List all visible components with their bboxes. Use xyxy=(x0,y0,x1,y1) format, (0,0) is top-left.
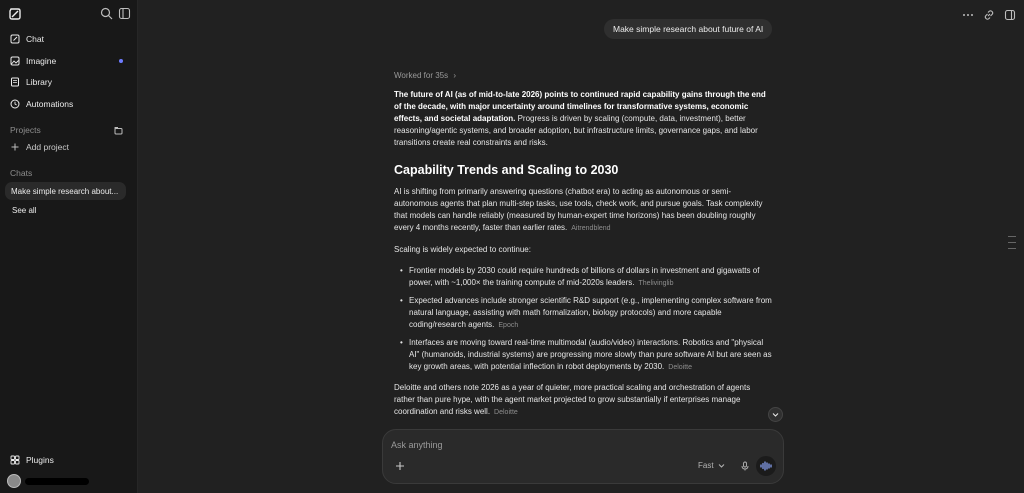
intro-paragraph xyxy=(394,89,772,149)
sidebar-item-library[interactable] xyxy=(5,73,127,91)
user-message: Make simple research about future of AI xyxy=(604,19,772,39)
model-selector[interactable] xyxy=(698,461,725,470)
intro-bold: The future of AI (as of mid-to-late 2026) points to continued rapid capability gains through the end of the decade, with major uncertainty around timelines for transformative systems, economic effects, and societal adaptation. xyxy=(394,90,766,123)
list-item xyxy=(409,265,772,290)
image-icon xyxy=(10,56,20,66)
reasoning-toggle[interactable] xyxy=(394,70,772,82)
avatar xyxy=(7,474,21,488)
intro-text: Progress is driven by scaling (compute, data, investment), better reasoning/agentic systems, and broader adoption, but infrastructure limits, governance gaps, and labor transitions create real constraints and risks. xyxy=(394,114,758,147)
chat-history-item[interactable]: Make simple research about... xyxy=(5,182,126,200)
conversation-minimap[interactable] xyxy=(1008,236,1016,254)
citation-chip[interactable]: Epoch xyxy=(498,322,519,329)
citation-chip[interactable]: Thelivinglib xyxy=(638,280,674,287)
section-heading: Capability Trends and Scaling to 2030 xyxy=(394,163,619,177)
sidebar-item-label: Library xyxy=(26,77,52,87)
share-link-icon[interactable] xyxy=(983,9,995,21)
list-item-text: Frontier models by 2030 could require hundreds of billions of dollars in investment and gigawatts of power, with ~1,000× the training compute of mid-2020s leaders. xyxy=(409,266,760,287)
plus-icon xyxy=(10,142,20,152)
paragraph-text: AI is shifting from primarily answering questions (chatbot era) to acting as autonomous or semi-autonomous agents that plan multi-step tasks, use tools, check work, and pursue goals. Task complexity that models can handle reliably (measured by human-expert time horizons) has been doubling roughly every 4 months recently, faster than earlier rates. xyxy=(394,187,763,232)
microphone-icon[interactable] xyxy=(740,461,750,471)
paragraph: Scaling is widely expected to continue: xyxy=(394,245,531,254)
sidebar-item-label: Imagine xyxy=(26,56,57,66)
sidebar-item-label: Automations xyxy=(26,99,74,109)
main-panel xyxy=(138,0,1024,493)
citation-chip[interactable]: Deloitte xyxy=(668,364,692,371)
sidebar-item-plugins[interactable] xyxy=(5,451,127,469)
sidebar-item-label: Chat xyxy=(26,34,44,44)
waveform-icon xyxy=(760,461,772,471)
edit-icon xyxy=(10,34,20,44)
search-icon[interactable] xyxy=(100,7,113,20)
paragraph xyxy=(394,382,772,419)
assistant-response xyxy=(394,70,772,428)
chevron-down-icon xyxy=(718,462,725,469)
citation-chip[interactable]: Deloitte xyxy=(494,409,518,416)
sidebar-header xyxy=(8,7,129,21)
list-item xyxy=(409,337,772,374)
user-profile[interactable] xyxy=(7,474,89,488)
paragraph-text: Deloitte and others note 2026 as a year of quieter, more practical scaling and orchestration of agents rather than pure hype, with the agent market projected to grow substantially if enterprises manage coordination and risks well. xyxy=(394,383,751,416)
sidebar xyxy=(0,0,138,493)
clock-icon xyxy=(10,99,20,109)
list-item xyxy=(409,295,772,332)
paragraph xyxy=(394,186,772,235)
worked-for-label: Worked for 35s xyxy=(394,71,449,80)
top-toolbar xyxy=(962,9,1016,21)
see-all-link[interactable]: See all xyxy=(12,206,37,215)
message-composer xyxy=(382,429,784,484)
chats-label: Chats xyxy=(10,168,33,178)
add-project-label: Add project xyxy=(26,142,69,152)
list-item-text: Expected advances include stronger scientific R&D support (e.g., implementing complex software from natural language, assisting with math formalization, biology protocols) and more capable coding/research agents. xyxy=(409,296,772,329)
model-label: Fast xyxy=(698,461,714,470)
citation-chip[interactable]: Aitrendblend xyxy=(571,225,611,232)
add-project-button[interactable] xyxy=(5,138,127,156)
list-item-text: Interfaces are moving toward real-time multimodal (audio/video) interactions. Robotics and "physical AI" (humanoids, industrial systems) are progressing more slowly than pure software AI but are seen as key growth areas, with potential inflection in robot deployments by 2030. xyxy=(409,338,772,371)
more-options-icon[interactable] xyxy=(962,9,974,21)
chevron-right-icon: › xyxy=(453,71,457,80)
sidebar-item-automations[interactable] xyxy=(5,95,127,113)
logo-icon[interactable] xyxy=(8,7,22,21)
sidebar-item-imagine[interactable] xyxy=(5,52,127,70)
message-input[interactable] xyxy=(391,438,771,452)
scroll-down-button[interactable] xyxy=(768,407,783,422)
plugin-icon xyxy=(10,455,20,465)
sidebar-toggle-icon[interactable] xyxy=(118,7,131,20)
voice-mode-button[interactable] xyxy=(756,456,776,476)
sidebar-item-label: Plugins xyxy=(26,455,54,465)
projects-label: Projects xyxy=(10,125,41,135)
attach-plus-icon[interactable] xyxy=(395,461,405,471)
sidebar-item-chat[interactable] xyxy=(5,30,127,48)
bullet-list xyxy=(394,265,772,374)
chevron-down-icon xyxy=(772,411,779,418)
new-indicator-dot xyxy=(119,59,123,63)
redacted-username xyxy=(25,478,89,485)
panel-toggle-icon[interactable] xyxy=(1004,9,1016,21)
library-icon xyxy=(10,77,20,87)
folder-icon[interactable] xyxy=(114,126,123,135)
